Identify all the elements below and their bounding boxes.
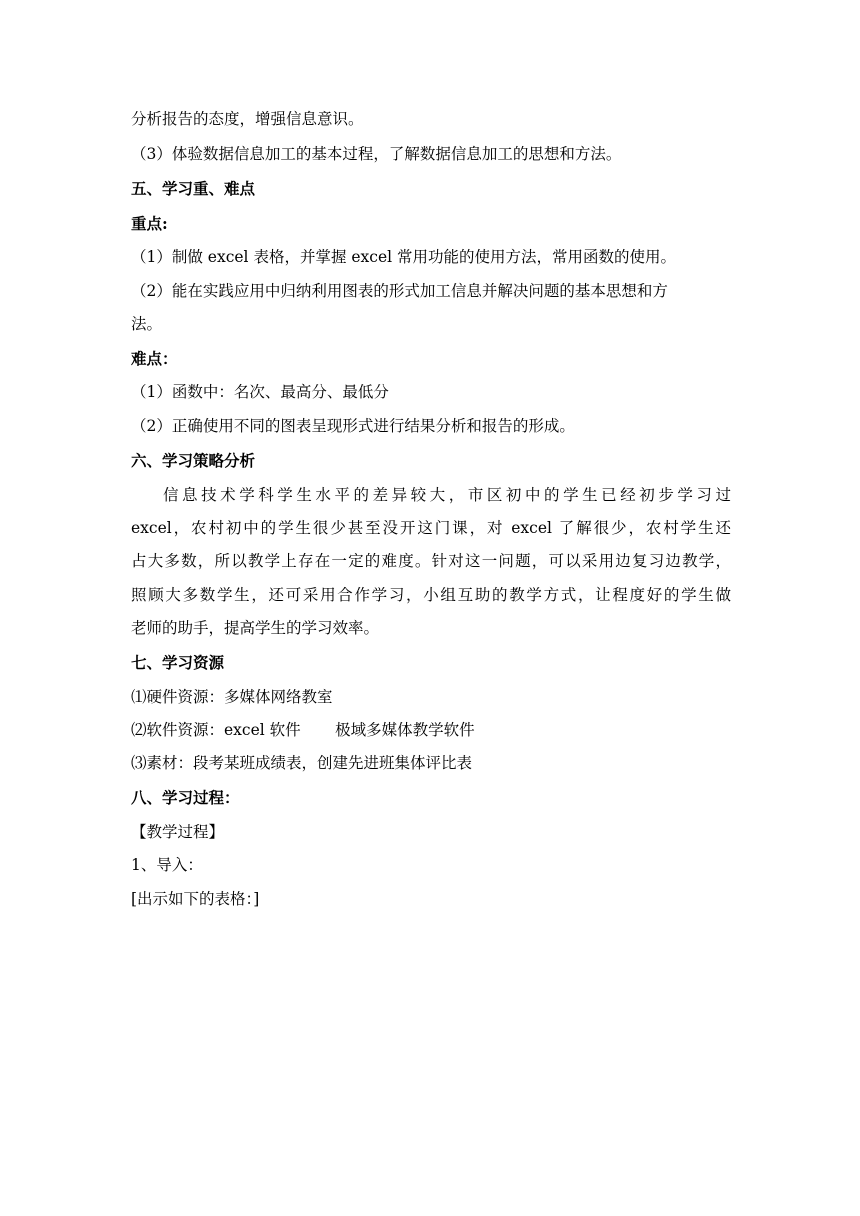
strategy-paragraph-line: 占大多数，所以教学上存在一定的难度。针对这一问题，可以采用边复习边教学， [131,552,731,570]
resource-item: ⑵软件资源：excel 软件 极域多媒体教学软件 [131,721,475,739]
strategy-paragraph-line: 照顾大多数学生，还可采用合作学习，小组互助的教学方式，让程度好的学生做 [131,586,731,604]
section-7-heading: 七、学习资源 [131,653,225,672]
table-note: [出示如下的表格：] [131,890,260,908]
step-intro: 1、导入： [131,856,203,874]
strategy-paragraph-line: excel，农村初中的学生很少甚至没开这门课，对 excel 了解很少，农村学生还 [131,519,731,537]
objectives-line-1: 分析报告的态度，增强信息意识。 [131,110,364,128]
section-5-heading: 五、学习重、难点 [131,179,256,198]
difficulty-item: （2）正确使用不同的图表呈现形式进行结果分析和报告的形成。 [131,417,575,435]
objectives-line-2: （3）体验数据信息加工的基本过程，了解数据信息加工的思想和方法。 [131,145,622,163]
resource-item: ⑴硬件资源：多媒体网络教室 [131,688,333,706]
difficulty-item: （1）函数中：名次、最高分、最低分 [131,383,389,401]
section-6-heading: 六、学习策略分析 [131,451,256,470]
section-8-heading: 八、学习过程： [131,788,240,807]
strategy-paragraph-line: 信息技术学科学生水平的差异较大，市区初中的学生已经初步学习过 [163,486,731,504]
resource-item: ⑶素材：段考某班成绩表，创建先进班集体评比表 [131,754,473,772]
strategy-paragraph-line: 老师的助手，提高学生的学习效率。 [131,619,380,637]
difficulty-label: 难点： [131,349,178,368]
key-point-item: （1）制做 excel 表格，并掌握 excel 常用功能的使用方法，常用函数的使用。 [131,248,677,266]
key-points-label: 重点: [131,214,168,233]
key-point-item: （2）能在实践应用中归纳利用图表的形式加工信息并解决问题的基本思想和方 [131,282,668,300]
teaching-process-heading: 【教学过程】 [131,823,225,841]
key-point-item: 法。 [131,315,163,333]
